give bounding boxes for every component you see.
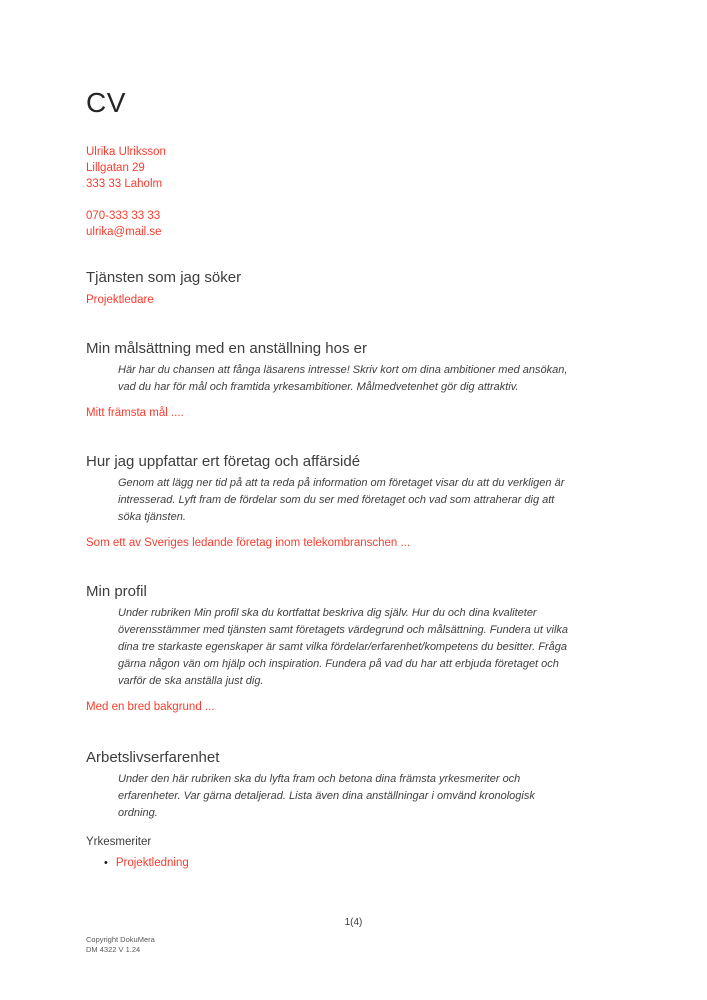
- section-hint: Under den här rubriken ska du lyfta fram och betona dina främsta yrkesmeriter och erfarenheter. Var gärna detaljerad. Lista även dina anställningar i omvänd kronologisk ordning.: [118, 773, 535, 819]
- merit-label: Projektledning: [115, 857, 189, 869]
- bullet-icon: •: [104, 857, 108, 869]
- section-heading: Arbetslivserfarenhet: [86, 749, 220, 766]
- section-heading: Min målsättning med en anställning hos er: [86, 340, 367, 357]
- section-heading: Tjänsten som jag söker: [86, 269, 242, 286]
- section-heading: Min profil: [86, 583, 147, 600]
- contact-email: ulrika@mail.se: [86, 226, 162, 238]
- contact-name: Ulrika Ulriksson: [86, 146, 166, 158]
- section-min-malsattning: [86, 339, 587, 421]
- contact-block: [86, 144, 587, 240]
- page-number: 1(4): [344, 917, 363, 928]
- copyright-line: Copyright DokuMera: [86, 935, 155, 944]
- contact-city: 333 33 Laholm: [86, 178, 163, 190]
- document-id: DM 4322 V 1.24: [86, 945, 141, 954]
- contact-phone: 070-333 33 33: [86, 210, 161, 222]
- section-arbetslivserfarenhet: [86, 748, 587, 871]
- section-answer: Projektledare: [86, 294, 154, 306]
- contact-street: Lillgatan 29: [86, 162, 145, 174]
- section-tjansten-som-jag-soker: [86, 268, 587, 308]
- section-answer: Mitt främsta mål ....: [86, 407, 184, 419]
- section-answer: Med en bred bakgrund ...: [86, 701, 215, 713]
- section-hur-jag-uppfattar: [86, 452, 587, 551]
- section-hint: Genom att lägg ner tid på att ta reda på information om företaget visar du att du verkligen är intresserad. Lyft fram de fördelar som du ser med företaget och vad som attraherar dig att söka tjänsten.: [118, 477, 565, 523]
- merit-list: [86, 855, 587, 871]
- contact-address-group: [86, 144, 587, 192]
- section-subheading: Yrkesmeriter: [86, 836, 152, 848]
- section-answer: Som ett av Sveriges ledande företag inom telekombranschen ...: [86, 537, 411, 549]
- contact-phone-email-group: [86, 208, 587, 240]
- section-hint: Under rubriken Min profil ska du kortfattat beskriva dig själv. Hur du och dina kvaliteter överensstämmer med tjänsten samt företagets värdegrund och målsättning. Fundera ut vilka dina tre starkaste egenskaper är samt vilka fördelar/erfarenhet/kompetens du besitter. Fråga gärna någon vän om hjälp och inspiration. Fundera på vad du har att erbjuda företaget och varför de ska anställa just dig.: [118, 607, 569, 687]
- section-hint: Här har du chansen att fånga läsarens intresse! Skriv kort om dina ambitioner med ansökan, vad du har för mål och framtida yrkesambitioner. Målmedvetenhet gör dig attraktiv.: [118, 364, 568, 393]
- document-title: CV: [86, 87, 126, 118]
- copyright-block: [86, 935, 155, 955]
- section-min-profil: [86, 582, 587, 715]
- section-heading: Hur jag uppfattar ert företag och affärsidé: [86, 453, 361, 470]
- list-item: [104, 855, 587, 871]
